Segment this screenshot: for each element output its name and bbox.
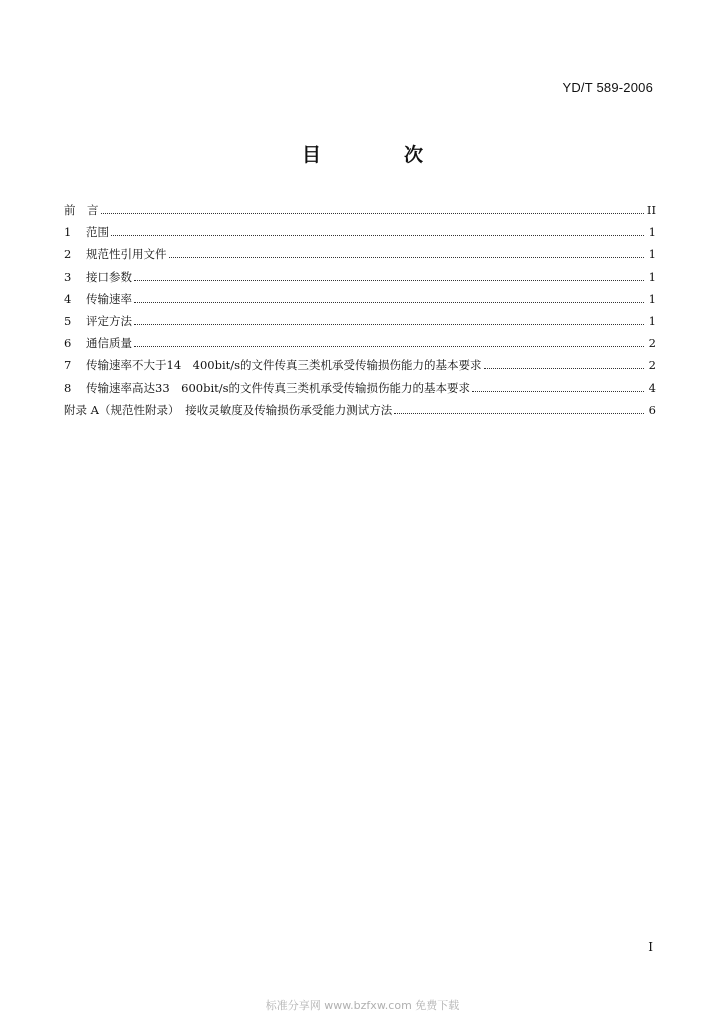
toc-entry-number: 4 (64, 291, 72, 306)
toc-entry-number: 7 (64, 358, 72, 373)
toc-entry-page: 1 (648, 269, 656, 284)
toc-entry-title: 附录 A（规范性附录） 接收灵敏度及传输损伤承受能力测试方法 (64, 402, 393, 417)
toc-entry-number: 1 (64, 225, 72, 240)
toc-entry-title: 通信质量 (86, 336, 132, 351)
toc-entry-title: 传输速率不大于14 400bit/s的文件传真三类机承受传输损伤能力的基本要求 (86, 358, 482, 373)
toc-entry-page: 6 (648, 402, 656, 417)
toc-entry-4[interactable] (64, 291, 656, 313)
toc-entry-title: 范围 (86, 225, 109, 240)
toc-entry-number: 6 (64, 336, 72, 351)
dot-leader (134, 346, 644, 347)
toc-entry-number: 3 (64, 269, 72, 284)
toc-entry-page: 2 (648, 358, 656, 373)
dot-leader (394, 413, 644, 414)
dot-leader (472, 391, 644, 392)
dot-leader (134, 324, 644, 325)
toc-entry-page: 1 (648, 291, 656, 306)
toc-entry-page: 1 (648, 247, 656, 262)
toc-entry-page: 2 (648, 336, 656, 351)
toc-entry-title: 前 言 (64, 203, 99, 217)
toc-entry-page: 4 (648, 380, 656, 395)
page-title: 目 次 (301, 144, 455, 166)
toc-entry-title: 评定方法 (86, 313, 132, 328)
toc-entry-7[interactable] (64, 357, 656, 379)
toc-entry-1[interactable] (64, 224, 656, 246)
dot-leader (101, 213, 645, 214)
toc-entry-page: 1 (648, 225, 656, 240)
standard-code: YD/T 589-2006 (562, 80, 653, 95)
toc-entry-number: 2 (64, 247, 72, 262)
toc-entry-title: 传输速率 (86, 291, 132, 306)
toc-entry-preface[interactable] (64, 202, 656, 224)
toc-entry-appendix-a[interactable] (64, 402, 656, 424)
toc-entry-title: 规范性引用文件 (86, 247, 167, 262)
dot-leader (134, 302, 644, 303)
toc-entry-2[interactable] (64, 246, 656, 268)
toc-entry-title: 接口参数 (86, 269, 132, 284)
watermark: 标准分享网 www.bzfxw.com 免费下载 (265, 999, 460, 1012)
toc-entry-number: 5 (64, 313, 72, 328)
toc-entry-number: 8 (64, 380, 72, 395)
page-number: I (648, 940, 653, 954)
toc-entry-3[interactable] (64, 269, 656, 291)
toc-entry-title: 传输速率高达33 600bit/s的文件传真三类机承受传输损伤能力的基本要求 (86, 380, 471, 395)
dot-leader (169, 257, 645, 258)
toc-entry-8[interactable] (64, 380, 656, 402)
toc-entry-6[interactable] (64, 335, 656, 357)
toc-entry-5[interactable] (64, 313, 656, 335)
toc-entry-page: 1 (648, 313, 656, 328)
toc-entry-page: II (646, 203, 656, 217)
dot-leader (111, 235, 644, 236)
dot-leader (134, 280, 644, 281)
table-of-contents (64, 202, 656, 424)
dot-leader (484, 368, 644, 369)
